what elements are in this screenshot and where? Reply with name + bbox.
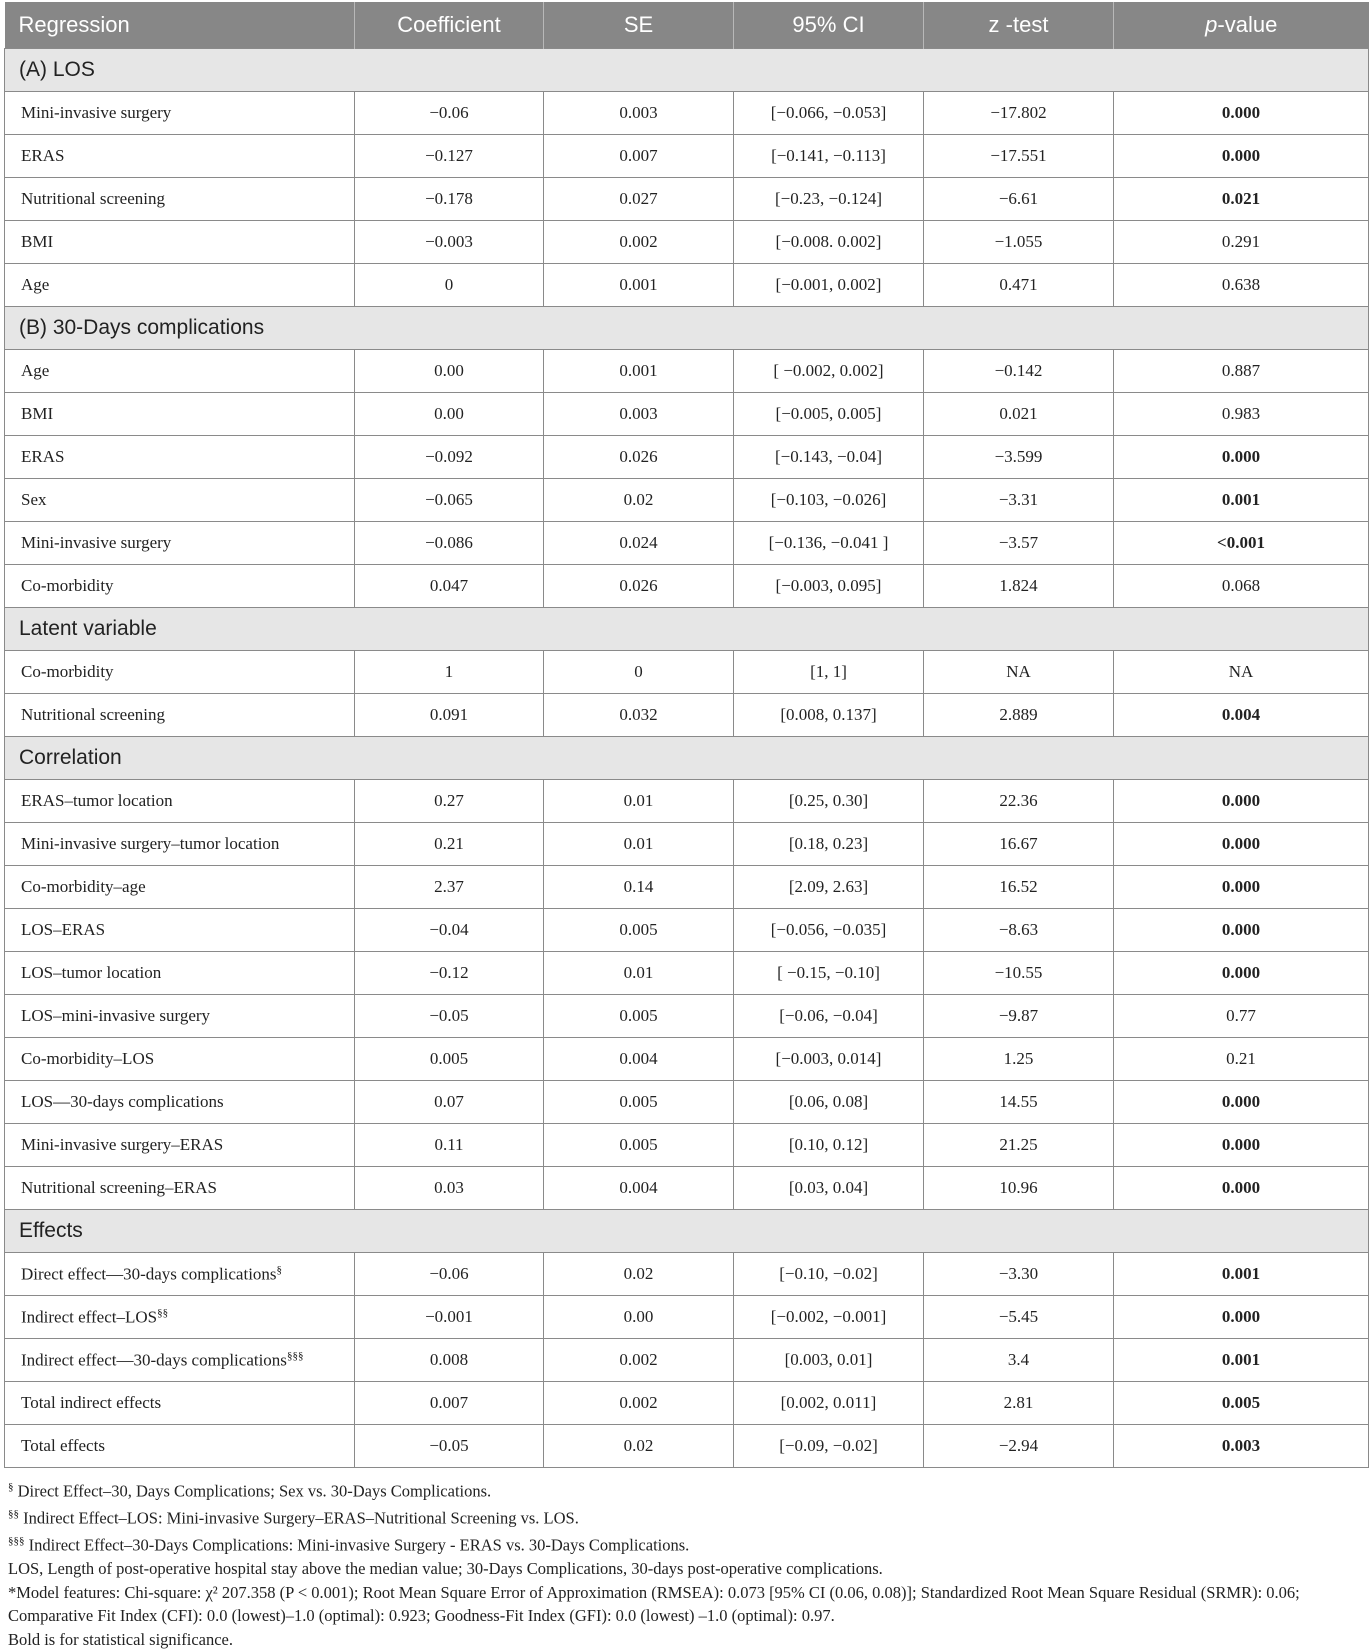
ztest-cell: −3.30 (924, 1253, 1114, 1296)
table-row (5, 178, 1369, 221)
section-header-row (5, 1210, 1369, 1253)
footnote-line (8, 1557, 1368, 1581)
coefficient-cell: −0.12 (355, 952, 544, 995)
row-label (5, 866, 355, 909)
pvalue-cell: 0.000 (1114, 780, 1369, 823)
footnote-text: Indirect Effect–LOS: Mini-invasive Surgery–ERAS–Nutritional Screening vs. LOS. (19, 1509, 579, 1528)
footnote-line (8, 1581, 1368, 1605)
coefficient-cell: 0.005 (355, 1038, 544, 1081)
ci-cell: [−0.001, 0.002] (734, 264, 924, 307)
coefficient-cell: 0.00 (355, 350, 544, 393)
table-row (5, 1425, 1369, 1468)
table-row (5, 221, 1369, 264)
footnote-text: Direct Effect–30, Days Complications; Sex vs. 30-Days Complications. (14, 1482, 492, 1501)
ci-cell: [−0.005, 0.005] (734, 393, 924, 436)
ci-cell: [0.18, 0.23] (734, 823, 924, 866)
ci-cell: [2.09, 2.63] (734, 866, 924, 909)
coefficient-cell: 0.11 (355, 1124, 544, 1167)
table-row (5, 350, 1369, 393)
ztest-cell: 0.021 (924, 393, 1114, 436)
header-row (5, 2, 1369, 49)
ci-cell: [ −0.002, 0.002] (734, 350, 924, 393)
row-label-text: BMI (21, 404, 53, 423)
ztest-cell: −5.45 (924, 1296, 1114, 1339)
coefficient-cell: 0.03 (355, 1167, 544, 1210)
ci-cell: [−0.008. 0.002] (734, 221, 924, 264)
ztest-cell: 21.25 (924, 1124, 1114, 1167)
ci-cell: [−0.003, 0.095] (734, 565, 924, 608)
ztest-cell: 2.81 (924, 1382, 1114, 1425)
header-regression: Regression (5, 2, 355, 49)
header-pvalue-rest: -value (1217, 12, 1277, 37)
se-cell: 0.01 (544, 823, 734, 866)
table-row (5, 479, 1369, 522)
pvalue-cell: 0.001 (1114, 1253, 1369, 1296)
pvalue-cell: 0.003 (1114, 1425, 1369, 1468)
pvalue-cell: 0.000 (1114, 1124, 1369, 1167)
se-cell: 0.02 (544, 1253, 734, 1296)
coefficient-cell: −0.06 (355, 1253, 544, 1296)
ztest-cell: 2.889 (924, 694, 1114, 737)
table-body (5, 49, 1369, 1468)
row-label-text: BMI (21, 232, 53, 251)
footnote-text: Indirect Effect–30-Days Complications: Mini-invasive Surgery - ERAS vs. 30-Days Complications. (25, 1536, 690, 1555)
row-label (5, 651, 355, 694)
ztest-cell: −8.63 (924, 909, 1114, 952)
footnote-line (8, 1628, 1368, 1651)
ci-cell: [−0.103, −0.026] (734, 479, 924, 522)
ztest-cell: 1.824 (924, 565, 1114, 608)
header-ztest: z -test (924, 2, 1114, 49)
ci-cell: [0.25, 0.30] (734, 780, 924, 823)
row-label-text: Age (21, 275, 49, 294)
ci-cell: [−0.066, −0.053] (734, 92, 924, 135)
ztest-cell: 14.55 (924, 1081, 1114, 1124)
ztest-cell: −3.599 (924, 436, 1114, 479)
row-label (5, 952, 355, 995)
pvalue-cell: 0.000 (1114, 866, 1369, 909)
coefficient-cell: 2.37 (355, 866, 544, 909)
table-row (5, 1253, 1369, 1296)
ci-cell: [−0.056, −0.035] (734, 909, 924, 952)
row-label (5, 780, 355, 823)
ztest-cell: 22.36 (924, 780, 1114, 823)
coefficient-cell: −0.127 (355, 135, 544, 178)
se-cell: 0.032 (544, 694, 734, 737)
row-label-text: LOS–tumor location (21, 963, 161, 982)
se-cell: 0.02 (544, 1425, 734, 1468)
se-cell: 0.005 (544, 1124, 734, 1167)
row-label-text: Mini-invasive surgery–ERAS (21, 1135, 223, 1154)
row-label (5, 995, 355, 1038)
footnote-text: Bold is for statistical significance. (8, 1630, 233, 1649)
table-row (5, 823, 1369, 866)
table-row (5, 1339, 1369, 1382)
table-row (5, 522, 1369, 565)
pvalue-cell: 0.887 (1114, 350, 1369, 393)
pvalue-cell: 0.21 (1114, 1038, 1369, 1081)
row-label (5, 522, 355, 565)
footnote-line (8, 1604, 1368, 1628)
ci-cell: [1, 1] (734, 651, 924, 694)
se-cell: 0.005 (544, 909, 734, 952)
document (4, 2, 1368, 1651)
row-label (5, 1296, 355, 1339)
se-cell: 0.026 (544, 436, 734, 479)
row-label-text: Indirect effect–LOS (21, 1307, 157, 1326)
row-label (5, 1038, 355, 1081)
pvalue-cell: 0.638 (1114, 264, 1369, 307)
ci-cell: [−0.141, −0.113] (734, 135, 924, 178)
row-label (5, 479, 355, 522)
row-label-text: Mini-invasive surgery (21, 533, 171, 552)
ztest-cell: −3.31 (924, 479, 1114, 522)
se-cell: 0.026 (544, 565, 734, 608)
row-label-text: Age (21, 361, 49, 380)
se-cell: 0.004 (544, 1038, 734, 1081)
ci-cell: [ −0.15, −0.10] (734, 952, 924, 995)
pvalue-cell: 0.291 (1114, 221, 1369, 264)
coefficient-cell: 0.047 (355, 565, 544, 608)
footnote-marker: §§§ (8, 1535, 25, 1547)
row-label-text: Nutritional screening (21, 189, 165, 208)
section-title: (B) 30-Days complications (5, 307, 1369, 350)
section-header-row (5, 49, 1369, 92)
pvalue-cell: 0.000 (1114, 1167, 1369, 1210)
row-label (5, 393, 355, 436)
ztest-cell: −3.57 (924, 522, 1114, 565)
se-cell: 0.002 (544, 1382, 734, 1425)
row-label (5, 264, 355, 307)
pvalue-cell: 0.021 (1114, 178, 1369, 221)
table-row (5, 909, 1369, 952)
pvalue-cell: 0.005 (1114, 1382, 1369, 1425)
header-ci: 95% CI (734, 2, 924, 49)
row-label (5, 1253, 355, 1296)
table-row (5, 1167, 1369, 1210)
row-label-text: LOS—30-days complications (21, 1092, 224, 1111)
coefficient-cell: −0.092 (355, 436, 544, 479)
se-cell: 0.027 (544, 178, 734, 221)
ztest-cell: −17.551 (924, 135, 1114, 178)
ci-cell: [−0.23, −0.124] (734, 178, 924, 221)
coefficient-cell: −0.065 (355, 479, 544, 522)
section-title: (A) LOS (5, 49, 1369, 92)
table-row (5, 780, 1369, 823)
section-header-row (5, 608, 1369, 651)
row-label-text: ERAS–tumor location (21, 791, 173, 810)
pvalue-cell: 0.000 (1114, 1296, 1369, 1339)
table-row (5, 1124, 1369, 1167)
row-label-text: Indirect effect—30-days complications (21, 1350, 287, 1369)
ci-cell: [0.03, 0.04] (734, 1167, 924, 1210)
pvalue-cell: 0.000 (1114, 909, 1369, 952)
pvalue-cell: 0.068 (1114, 565, 1369, 608)
row-label-text: ERAS (21, 146, 64, 165)
ztest-cell: −1.055 (924, 221, 1114, 264)
regression-table (4, 2, 1369, 1468)
coefficient-cell: −0.178 (355, 178, 544, 221)
footnote-marker: §§§ (287, 1350, 304, 1362)
header-se: SE (544, 2, 734, 49)
row-label (5, 1382, 355, 1425)
row-label (5, 178, 355, 221)
ztest-cell: −9.87 (924, 995, 1114, 1038)
coefficient-cell: 0.007 (355, 1382, 544, 1425)
section-header-row (5, 307, 1369, 350)
table-row (5, 92, 1369, 135)
se-cell: 0.14 (544, 866, 734, 909)
section-header-row (5, 737, 1369, 780)
pvalue-cell: 0.000 (1114, 1081, 1369, 1124)
row-label (5, 1167, 355, 1210)
se-cell: 0.01 (544, 952, 734, 995)
pvalue-cell: NA (1114, 651, 1369, 694)
se-cell: 0.00 (544, 1296, 734, 1339)
ci-cell: [0.002, 0.011] (734, 1382, 924, 1425)
table-row (5, 1382, 1369, 1425)
ci-cell: [−0.10, −0.02] (734, 1253, 924, 1296)
se-cell: 0.001 (544, 350, 734, 393)
pvalue-cell: 0.000 (1114, 436, 1369, 479)
ztest-cell: NA (924, 651, 1114, 694)
se-cell: 0.005 (544, 1081, 734, 1124)
row-label-text: Total indirect effects (21, 1393, 161, 1412)
pvalue-cell: 0.000 (1114, 952, 1369, 995)
pvalue-cell: <0.001 (1114, 522, 1369, 565)
table-row (5, 565, 1369, 608)
se-cell: 0.002 (544, 1339, 734, 1382)
footnote-text: LOS, Length of post-operative hospital stay above the median value; 30-Days Complications, 30-days post-operative complications. (8, 1559, 883, 1578)
row-label (5, 565, 355, 608)
ztest-cell: 10.96 (924, 1167, 1114, 1210)
coefficient-cell: −0.05 (355, 1425, 544, 1468)
ci-cell: [−0.002, −0.001] (734, 1296, 924, 1339)
table-row (5, 1296, 1369, 1339)
table-row (5, 393, 1369, 436)
ztest-cell: 3.4 (924, 1339, 1114, 1382)
ci-cell: [−0.003, 0.014] (734, 1038, 924, 1081)
coefficient-cell: −0.086 (355, 522, 544, 565)
pvalue-cell: 0.77 (1114, 995, 1369, 1038)
table-row (5, 264, 1369, 307)
row-label-text: Total effects (21, 1436, 105, 1455)
header-coefficient: Coefficient (355, 2, 544, 49)
row-label-text: Nutritional screening–ERAS (21, 1178, 217, 1197)
header-pvalue-p: p (1205, 12, 1217, 37)
row-label-text: Mini-invasive surgery (21, 103, 171, 122)
ci-cell: [0.10, 0.12] (734, 1124, 924, 1167)
footnote-marker: §§ (157, 1307, 168, 1319)
coefficient-cell: 0.00 (355, 393, 544, 436)
row-label-text: Co-morbidity–age (21, 877, 146, 896)
ztest-cell: −17.802 (924, 92, 1114, 135)
se-cell: 0.007 (544, 135, 734, 178)
footnote-marker: § (277, 1264, 283, 1276)
row-label-text: Mini-invasive surgery–tumor location (21, 834, 279, 853)
ci-cell: [−0.09, −0.02] (734, 1425, 924, 1468)
footnote-text: Comparative Fit Index (CFI): 0.0 (lowest)–1.0 (optimal): 0.923; Goodness-Fit Index (GFI): 0.0 (lowest) –1.0 (optimal): 0.97. (8, 1606, 835, 1625)
ci-cell: [−0.06, −0.04] (734, 995, 924, 1038)
row-label (5, 436, 355, 479)
table-header (5, 2, 1369, 49)
footnote-marker: § (8, 1481, 14, 1493)
row-label (5, 350, 355, 393)
se-cell: 0.003 (544, 92, 734, 135)
row-label (5, 823, 355, 866)
table-row (5, 651, 1369, 694)
ztest-cell: −2.94 (924, 1425, 1114, 1468)
se-cell: 0.003 (544, 393, 734, 436)
row-label (5, 1339, 355, 1382)
table-row (5, 866, 1369, 909)
ztest-cell: −6.61 (924, 178, 1114, 221)
section-title: Effects (5, 1210, 1369, 1253)
ci-cell: [0.003, 0.01] (734, 1339, 924, 1382)
row-label-text: ERAS (21, 447, 64, 466)
table-row (5, 995, 1369, 1038)
section-title: Latent variable (5, 608, 1369, 651)
pvalue-cell: 0.000 (1114, 135, 1369, 178)
ztest-cell: 1.25 (924, 1038, 1114, 1081)
table-row (5, 694, 1369, 737)
table-row (5, 952, 1369, 995)
footnotes (4, 1476, 1368, 1651)
row-label-text: Nutritional screening (21, 705, 165, 724)
row-label (5, 135, 355, 178)
row-label-text: Co-morbidity (21, 576, 114, 595)
footnote-text: *Model features: Chi-square: χ² 207.358 (P < 0.001); Root Mean Square Error of Approximation (RMSEA): 0.073 [95% CI (0.06, 0.08)]; Standardized Root Mean Square Residual (SRMR): 0.06; (8, 1583, 1300, 1602)
coefficient-cell: −0.05 (355, 995, 544, 1038)
pvalue-cell: 0.983 (1114, 393, 1369, 436)
ci-cell: [−0.136, −0.041 ] (734, 522, 924, 565)
se-cell: 0.001 (544, 264, 734, 307)
ci-cell: [0.06, 0.08] (734, 1081, 924, 1124)
coefficient-cell: 0 (355, 264, 544, 307)
se-cell: 0.005 (544, 995, 734, 1038)
header-pvalue (1114, 2, 1369, 49)
ci-cell: [−0.143, −0.04] (734, 436, 924, 479)
table-row (5, 436, 1369, 479)
coefficient-cell: 0.21 (355, 823, 544, 866)
footnote-line (8, 1530, 1368, 1557)
se-cell: 0.004 (544, 1167, 734, 1210)
row-label (5, 1425, 355, 1468)
row-label-text: Co-morbidity (21, 662, 114, 681)
pvalue-cell: 0.000 (1114, 92, 1369, 135)
ci-cell: [0.008, 0.137] (734, 694, 924, 737)
coefficient-cell: −0.04 (355, 909, 544, 952)
row-label-text: Sex (21, 490, 47, 509)
row-label-text: LOS–mini-invasive surgery (21, 1006, 210, 1025)
row-label (5, 694, 355, 737)
table-row (5, 1038, 1369, 1081)
coefficient-cell: −0.003 (355, 221, 544, 264)
row-label (5, 909, 355, 952)
footnote-line (8, 1476, 1368, 1503)
section-title: Correlation (5, 737, 1369, 780)
coefficient-cell: 1 (355, 651, 544, 694)
row-label (5, 1081, 355, 1124)
row-label (5, 92, 355, 135)
coefficient-cell: 0.27 (355, 780, 544, 823)
ztest-cell: 16.67 (924, 823, 1114, 866)
row-label-text: Direct effect—30-days complications (21, 1264, 277, 1283)
table-row (5, 135, 1369, 178)
coefficient-cell: 0.091 (355, 694, 544, 737)
se-cell: 0.024 (544, 522, 734, 565)
coefficient-cell: 0.07 (355, 1081, 544, 1124)
table-row (5, 1081, 1369, 1124)
row-label (5, 1124, 355, 1167)
ztest-cell: 0.471 (924, 264, 1114, 307)
pvalue-cell: 0.004 (1114, 694, 1369, 737)
pvalue-cell: 0.000 (1114, 823, 1369, 866)
footnote-marker: §§ (8, 1508, 19, 1520)
ztest-cell: −0.142 (924, 350, 1114, 393)
ztest-cell: 16.52 (924, 866, 1114, 909)
pvalue-cell: 0.001 (1114, 1339, 1369, 1382)
se-cell: 0.01 (544, 780, 734, 823)
pvalue-cell: 0.001 (1114, 479, 1369, 522)
se-cell: 0.002 (544, 221, 734, 264)
coefficient-cell: −0.06 (355, 92, 544, 135)
row-label (5, 221, 355, 264)
row-label-text: LOS–ERAS (21, 920, 105, 939)
se-cell: 0.02 (544, 479, 734, 522)
coefficient-cell: −0.001 (355, 1296, 544, 1339)
row-label-text: Co-morbidity–LOS (21, 1049, 154, 1068)
se-cell: 0 (544, 651, 734, 694)
footnote-line (8, 1503, 1368, 1530)
coefficient-cell: 0.008 (355, 1339, 544, 1382)
ztest-cell: −10.55 (924, 952, 1114, 995)
